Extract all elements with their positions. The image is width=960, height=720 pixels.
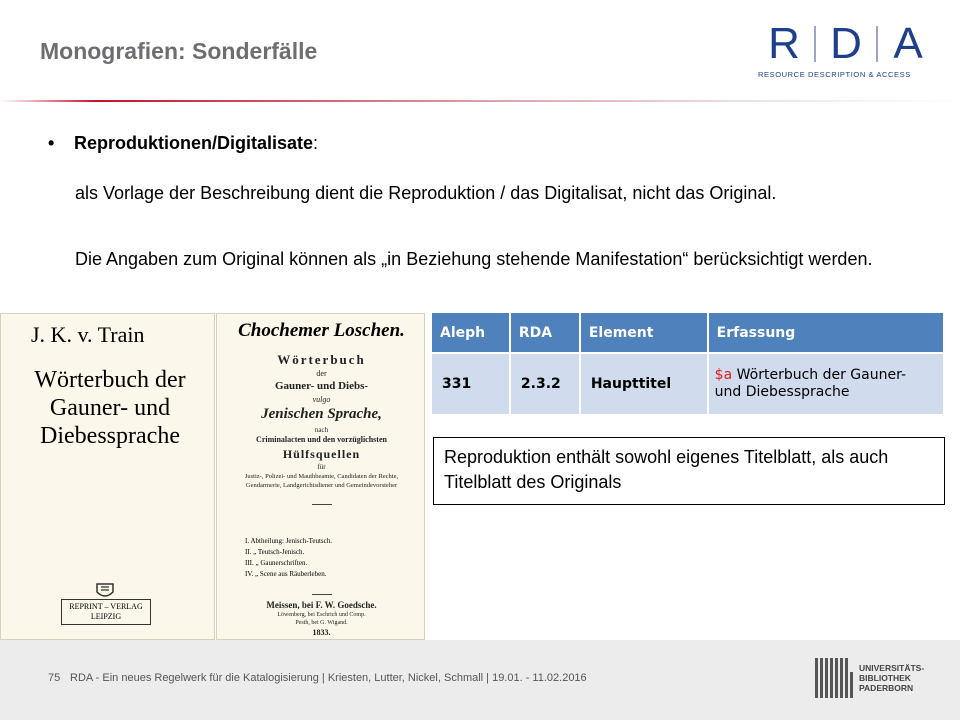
original-line: der [316,369,327,378]
original-title-page-image [216,313,425,640]
original-line: Criminalacten und den vorzüglichsten [256,435,387,444]
original-line: Jenischen Sprache, [261,406,382,422]
column-header-rda: RDA [510,313,580,353]
original-line: Justiz-, Polizei- und Mauthbeamte, Candidaten der Rechte, [244,473,399,480]
column-header-aleph: Aleph [432,313,510,353]
original-line: Gendarmerie, Landgerichtsdiener und Gemeindevorsteher [245,482,398,489]
original-line: für [317,463,326,471]
logo-subtitle: RESOURCE DESCRIPTION & ACCESS [758,70,911,79]
bullet-dot: • [48,133,55,153]
logo-letter-d: D [830,19,862,68]
rda-logo [758,19,946,79]
title-divider [0,100,960,102]
contents-item: II. „ Teutsch-Jenisch. [245,548,305,556]
institution-line: PADERBORN [859,683,914,693]
bullet-heading: Reproduktionen/Digitalisate [74,133,314,153]
original-contents-list [245,536,332,580]
bullet-item [48,133,318,154]
original-line: vulgo [312,395,331,404]
contents-item: IV. „ Scene aus Räuberleben. [245,570,327,578]
original-line: Hülfsquellen [282,447,361,461]
subfield-code: $a [714,367,733,383]
subfield-value: Wörterbuch der Gauner- und Diebessprache [714,367,907,400]
column-header-erfassung: Erfassung [708,313,944,353]
rda-logo-letters [758,19,946,68]
reprint-title-page-image [0,313,215,640]
publisher-line-2: LEIPZIG [90,612,122,621]
contents-item: III. „ Gaunerschriften. [245,559,308,567]
contents-item: I. Abtheilung: Jenisch-Teutsch. [245,537,332,545]
page-number: 75 [48,672,61,684]
slide-title: Monografien: Sonderfälle [40,38,318,64]
logo-separator [814,26,816,62]
bullet-colon: : [313,133,319,153]
logo-separator [876,26,878,62]
institution-line: UNIVERSITÄTS- [859,663,925,673]
original-line: nach [314,426,329,434]
cell-element: Haupttitel [580,353,708,414]
reprint-author: J. K. v. Train [31,322,145,347]
original-imprint: Pesth, bei G. Wigand. [295,620,348,626]
ornament-rule [312,504,332,505]
reprint-title: Wörterbuch der Gauner- und Diebessprache [34,367,186,449]
ornament-rule [312,594,332,595]
original-heading: Chochemer Loschen. [238,320,405,341]
institution-line: BIBLIOTHEK [859,673,911,683]
logo-letter-r: R [768,19,800,68]
original-imprint: Löwenberg, bei Eschrich und Comp. [277,612,366,618]
cell-erfassung [708,353,944,414]
reprint-publisher [61,599,151,625]
institution-name [859,663,924,693]
upb-bars-icon [815,658,853,698]
paragraph-reproduction: als Vorlage der Beschreibung dient die Reproduktion / das Digitalisat, nicht das Original. [75,183,777,203]
mapping-table [432,313,945,414]
logo-letter-a: A [893,19,923,68]
publisher-line-1: REPRINT – VERLAG [69,602,143,611]
table-header-row [432,313,944,353]
column-header-element: Element [580,313,708,353]
footer-text: RDA - Ein neues Regelwerk für die Katalogisierung | Kriesten, Lutter, Nickel, Schmall | 19.01. - 11.02.2016 [70,672,587,684]
paragraph-original: Die Angaben zum Original können als „in Beziehung stehende Manifestation“ berücksichtigt werden. [75,249,873,269]
original-imprint: Meissen, bei F. W. Goedsche. [266,600,377,610]
cell-rda: 2.3.2 [510,353,580,414]
original-line: Gauner- und Diebs- [274,380,369,392]
publisher-emblem-icon [95,582,115,600]
footer [0,640,960,720]
university-library-logo [815,658,924,698]
original-year: 1833. [312,628,331,637]
table-row [432,353,944,414]
original-line: Wörterbuch [277,352,366,367]
note-box: Reproduktion enthält sowohl eigenes Titelblatt, als auch Titelblatt des Originals [433,437,945,505]
cell-aleph: 331 [432,353,510,414]
